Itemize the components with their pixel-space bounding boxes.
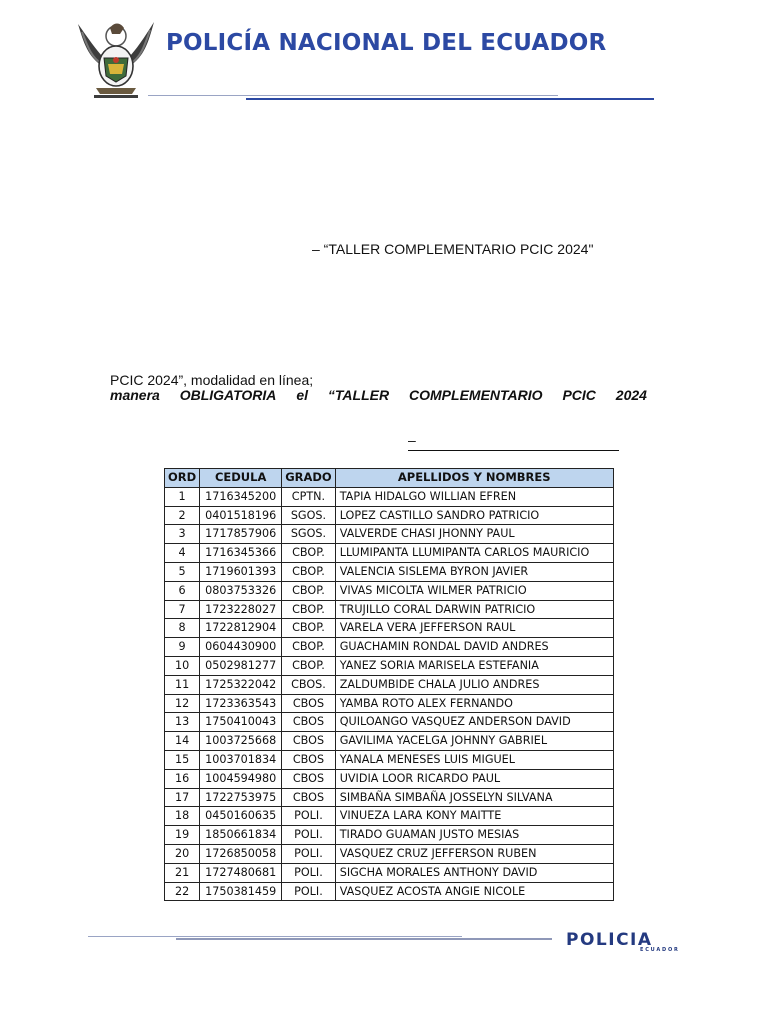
table-row [165, 619, 614, 638]
cell-ord: 8 [165, 619, 200, 638]
cell-grado: CBOS. [282, 675, 336, 694]
cell-cedula: 1722812904 [200, 619, 282, 638]
signature-line [408, 450, 619, 451]
cell-grado: CBOS [282, 732, 336, 751]
cell-nombres: TAPIA HIDALGO WILLIAN EFREN [335, 487, 613, 506]
table-row [165, 732, 614, 751]
personnel-table [164, 468, 614, 901]
table-row [165, 694, 614, 713]
paragraph-word: OBLIGATORIA [179, 387, 277, 403]
cell-grado: POLI. [282, 844, 336, 863]
cell-ord: 21 [165, 863, 200, 882]
cell-cedula: 1723363543 [200, 694, 282, 713]
cell-cedula: 1003725668 [200, 732, 282, 751]
cell-grado: CBOP. [282, 619, 336, 638]
cell-nombres: YANALA MENESES LUIS MIGUEL [335, 750, 613, 769]
table-row [165, 638, 614, 657]
cell-cedula: 1727480681 [200, 863, 282, 882]
table-row [165, 882, 614, 901]
cell-nombres: TRUJILLO CORAL DARWIN PATRICIO [335, 600, 613, 619]
policia-footer-logo [566, 930, 696, 956]
cell-ord: 16 [165, 769, 200, 788]
cell-nombres: QUILOANGO VASQUEZ ANDERSON DAVID [335, 713, 613, 732]
cell-nombres: VARELA VERA JEFFERSON RAUL [335, 619, 613, 638]
cell-ord: 22 [165, 882, 200, 901]
cell-ord: 4 [165, 544, 200, 563]
paragraph-word: COMPLEMENTARIO [409, 387, 543, 403]
paragraph-word: manera [110, 387, 160, 403]
cell-nombres: ZALDUMBIDE CHALA JULIO ANDRES [335, 675, 613, 694]
cell-nombres: VALENCIA SISLEMA BYRON JAVIER [335, 562, 613, 581]
cell-nombres: VASQUEZ ACOSTA ANGIE NICOLE [335, 882, 613, 901]
cell-grado: POLI. [282, 863, 336, 882]
cell-ord: 13 [165, 713, 200, 732]
cell-grado: CBOS [282, 750, 336, 769]
cell-cedula: 0604430900 [200, 638, 282, 657]
cell-cedula: 0502981277 [200, 656, 282, 675]
police-seal-logo [74, 14, 158, 102]
cell-nombres: YAMBA ROTO ALEX FERNANDO [335, 694, 613, 713]
cell-grado: CBOS [282, 713, 336, 732]
cell-grado: CPTN. [282, 487, 336, 506]
cell-cedula: 1750381459 [200, 882, 282, 901]
org-title: POLICÍA NACIONAL DEL ECUADOR [166, 30, 607, 56]
table-row [165, 581, 614, 600]
cell-cedula: 1003701834 [200, 750, 282, 769]
cell-nombres: SIGCHA MORALES ANTHONY DAVID [335, 863, 613, 882]
cell-ord: 18 [165, 807, 200, 826]
cell-ord: 14 [165, 732, 200, 751]
cell-nombres: GUACHAMIN RONDAL DAVID ANDRES [335, 638, 613, 657]
table-header-row [165, 469, 614, 488]
paragraph-word: PCIC [562, 387, 596, 403]
table-row [165, 788, 614, 807]
cell-cedula: 1725322042 [200, 675, 282, 694]
cell-cedula: 1726850058 [200, 844, 282, 863]
cell-grado: POLI. [282, 882, 336, 901]
cell-nombres: VALVERDE CHASI JHONNY PAUL [335, 525, 613, 544]
cell-grado: CBOS [282, 788, 336, 807]
logo-word: POLICIA [566, 930, 653, 950]
footer-rule-thick [176, 938, 552, 940]
table-row [165, 769, 614, 788]
cell-grado: CBOP. [282, 638, 336, 657]
table-row [165, 562, 614, 581]
cell-nombres: GAVILIMA YACELGA JOHNNY GABRIEL [335, 732, 613, 751]
cell-cedula: 1717857906 [200, 525, 282, 544]
cell-grado: CBOP. [282, 600, 336, 619]
cell-cedula: 0450160635 [200, 807, 282, 826]
table-row [165, 506, 614, 525]
cell-cedula: 1719601393 [200, 562, 282, 581]
cell-nombres: SIMBAÑA SIMBAÑA JOSSELYN SILVANA [335, 788, 613, 807]
table-row [165, 750, 614, 769]
cell-grado: SGOS. [282, 506, 336, 525]
table-row [165, 600, 614, 619]
cell-nombres: UVIDIA LOOR RICARDO PAUL [335, 769, 613, 788]
logo-subtitle: ECUADOR [640, 947, 680, 953]
table-row [165, 544, 614, 563]
subject-line: – “TALLER COMPLEMENTARIO PCIC 2024" [312, 241, 594, 257]
cell-ord: 6 [165, 581, 200, 600]
table-row [165, 713, 614, 732]
cell-ord: 3 [165, 525, 200, 544]
cell-grado: SGOS. [282, 525, 336, 544]
cell-ord: 15 [165, 750, 200, 769]
paragraph-word: el [296, 387, 309, 403]
cell-nombres: VINUEZA LARA KONY MAITTE [335, 807, 613, 826]
cell-cedula: 0803753326 [200, 581, 282, 600]
cell-ord: 12 [165, 694, 200, 713]
signature-dash: – [408, 432, 416, 448]
cell-grado: CBOP. [282, 656, 336, 675]
cell-grado: CBOS [282, 769, 336, 788]
cell-ord: 2 [165, 506, 200, 525]
cell-nombres: LLUMIPANTA LLUMIPANTA CARLOS MAURICIO [335, 544, 613, 563]
cell-ord: 7 [165, 600, 200, 619]
cell-ord: 17 [165, 788, 200, 807]
cell-cedula: 1004594980 [200, 769, 282, 788]
cell-ord: 9 [165, 638, 200, 657]
header-nombres: APELLIDOS Y NOMBRES [335, 469, 613, 488]
cell-nombres: LOPEZ CASTILLO SANDRO PATRICIO [335, 506, 613, 525]
cell-cedula: 1722753975 [200, 788, 282, 807]
cell-cedula: 1723228027 [200, 600, 282, 619]
table-row [165, 656, 614, 675]
header-grado: GRADO [282, 469, 336, 488]
cell-grado: CBOS [282, 694, 336, 713]
table-row [165, 807, 614, 826]
header-rule-thick [246, 98, 654, 100]
cell-ord: 20 [165, 844, 200, 863]
cell-grado: CBOP. [282, 544, 336, 563]
cell-ord: 1 [165, 487, 200, 506]
cell-ord: 19 [165, 826, 200, 845]
paragraph-line-1: PCIC 2024”, modalidad en línea; [110, 372, 314, 388]
table-row [165, 844, 614, 863]
cell-nombres: VASQUEZ CRUZ JEFFERSON RUBEN [335, 844, 613, 863]
footer-rule-thin [88, 936, 462, 937]
cell-cedula: 1716345200 [200, 487, 282, 506]
cell-grado: CBOP. [282, 581, 336, 600]
cell-ord: 10 [165, 656, 200, 675]
table-row [165, 826, 614, 845]
cell-cedula: 1750410043 [200, 713, 282, 732]
cell-cedula: 1850661834 [200, 826, 282, 845]
header-cedula: CEDULA [200, 469, 282, 488]
cell-grado: POLI. [282, 807, 336, 826]
header-ord: ORD [165, 469, 200, 488]
header-rule-thin [148, 95, 558, 96]
table-row [165, 863, 614, 882]
table-row [165, 487, 614, 506]
table-row [165, 675, 614, 694]
paragraph-line-2 [110, 387, 647, 403]
cell-grado: CBOP. [282, 562, 336, 581]
cell-grado: POLI. [282, 826, 336, 845]
table-row [165, 525, 614, 544]
cell-nombres: TIRADO GUAMAN JUSTO MESIAS [335, 826, 613, 845]
cell-cedula: 1716345366 [200, 544, 282, 563]
paragraph-word: “TALLER [327, 387, 390, 403]
cell-nombres: VIVAS MICOLTA WILMER PATRICIO [335, 581, 613, 600]
cell-cedula: 0401518196 [200, 506, 282, 525]
cell-ord: 11 [165, 675, 200, 694]
cell-nombres: YANEZ SORIA MARISELA ESTEFANIA [335, 656, 613, 675]
cell-ord: 5 [165, 562, 200, 581]
paragraph-word: 2024 [615, 387, 647, 403]
